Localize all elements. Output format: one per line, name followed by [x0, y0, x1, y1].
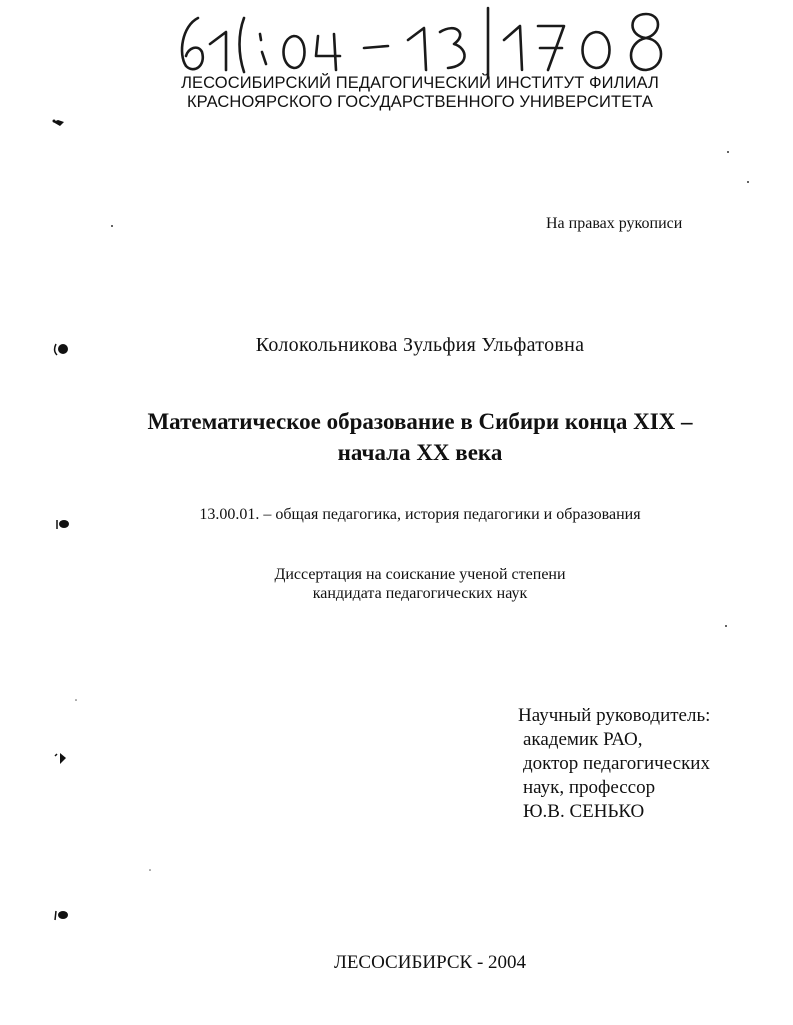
advisor-title-3: наук, профессор	[523, 777, 656, 798]
title-line-1: Математическое образование в Сибири конца XIX –	[147, 409, 693, 434]
scan-mark-1	[50, 116, 70, 130]
degree-line-1: Диссертация на соискание ученой степени	[274, 566, 566, 583]
institution-line-1: ЛЕСОСИБИРСКИЙ ПЕДАГОГИЧЕСКИЙ ИНСТИТУТ ФИЛИАЛ	[181, 74, 659, 92]
advisor-name: Ю.В. СЕНЬКО	[523, 801, 645, 822]
city-year: ЛЕСОСИБИРСК - 2004	[333, 952, 527, 973]
scan-speck-4	[724, 624, 728, 628]
institution-header	[100, 74, 740, 112]
specialty-code: 13.00.01. – общая педагогика, история педагогики и образования	[199, 506, 641, 523]
advisor-heading: Научный руководитель:	[518, 705, 711, 726]
scan-speck-2	[726, 150, 730, 154]
svg-text:61:04-13/1708: 61:04-13/1708	[168, 4, 174, 5]
scientific-advisor	[518, 704, 710, 824]
degree-line-2: кандидата педагогических наук	[312, 585, 528, 602]
title-line-2: начала XX века	[337, 440, 503, 465]
rights-note: На правах рукописи	[546, 215, 683, 232]
scan-speck-6	[148, 868, 152, 872]
advisor-title-2: доктор педагогических	[523, 753, 710, 774]
dissertation-title	[0, 406, 793, 468]
author-name: Колокольникова Зульфия Ульфатовна	[255, 334, 585, 356]
scan-mark-4	[52, 750, 72, 768]
scan-speck-3	[746, 180, 750, 184]
degree-statement	[0, 565, 793, 603]
advisor-title-1: академик РАО,	[523, 729, 643, 750]
scan-mark-5	[52, 906, 72, 924]
institution-line-2: КРАСНОЯРСКОГО ГОСУДАРСТВЕННОГО УНИВЕРСИТЕТА	[186, 93, 654, 111]
scan-speck-5	[74, 698, 78, 702]
handwritten-catalog-number	[168, 4, 688, 82]
scan-speck-1	[110, 224, 114, 228]
